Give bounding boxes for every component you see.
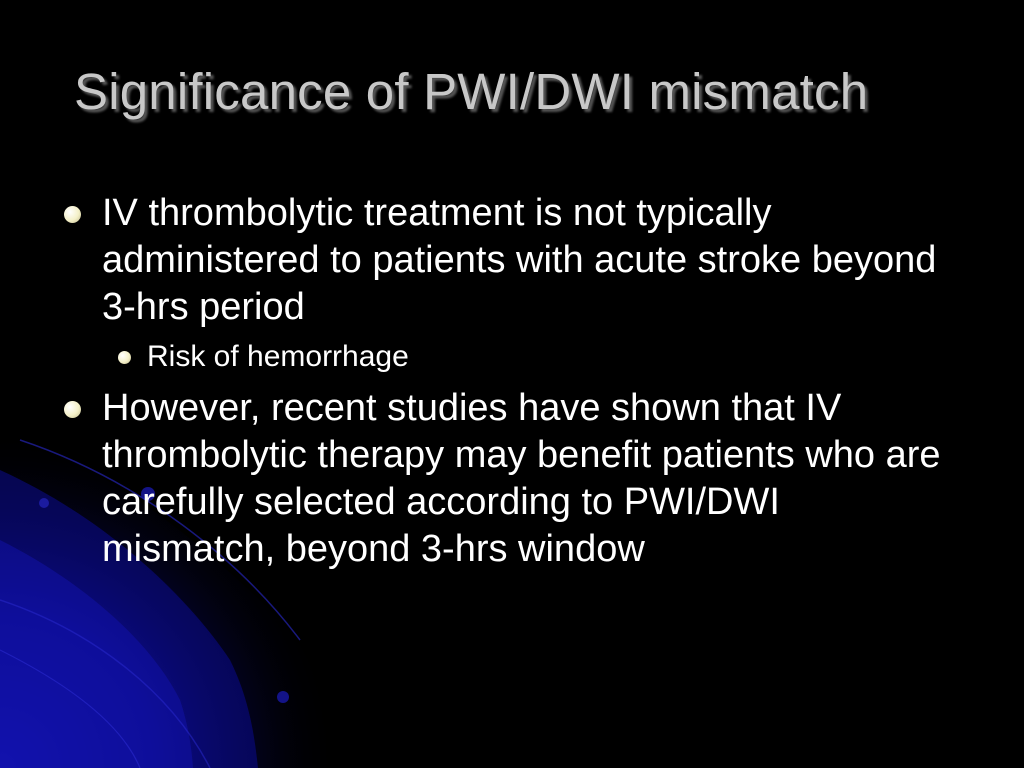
bullet-dot-icon [64,401,81,418]
bullet-item [60,385,960,573]
bullet-list [60,190,960,573]
sub-bullet-item [102,339,960,375]
slide-title: Significance of PWI/DWI mismatch [74,63,869,120]
sub-bullet-text: Risk of hemorrhage [147,340,409,373]
sub-bullet-list [102,339,960,375]
bullet-item [60,190,960,375]
bullet-text: However, recent studies have shown that IV thrombolytic therapy may benefit patients who are carefully selected according to PWI/DWI mismatch, beyond 3-hrs window [102,387,941,570]
bullet-dot-icon [64,206,81,223]
sub-bullet-dot-icon [118,351,131,364]
bullet-text: IV thrombolytic treatment is not typically administered to patients with acute stroke beyond 3-hrs period [102,192,937,328]
